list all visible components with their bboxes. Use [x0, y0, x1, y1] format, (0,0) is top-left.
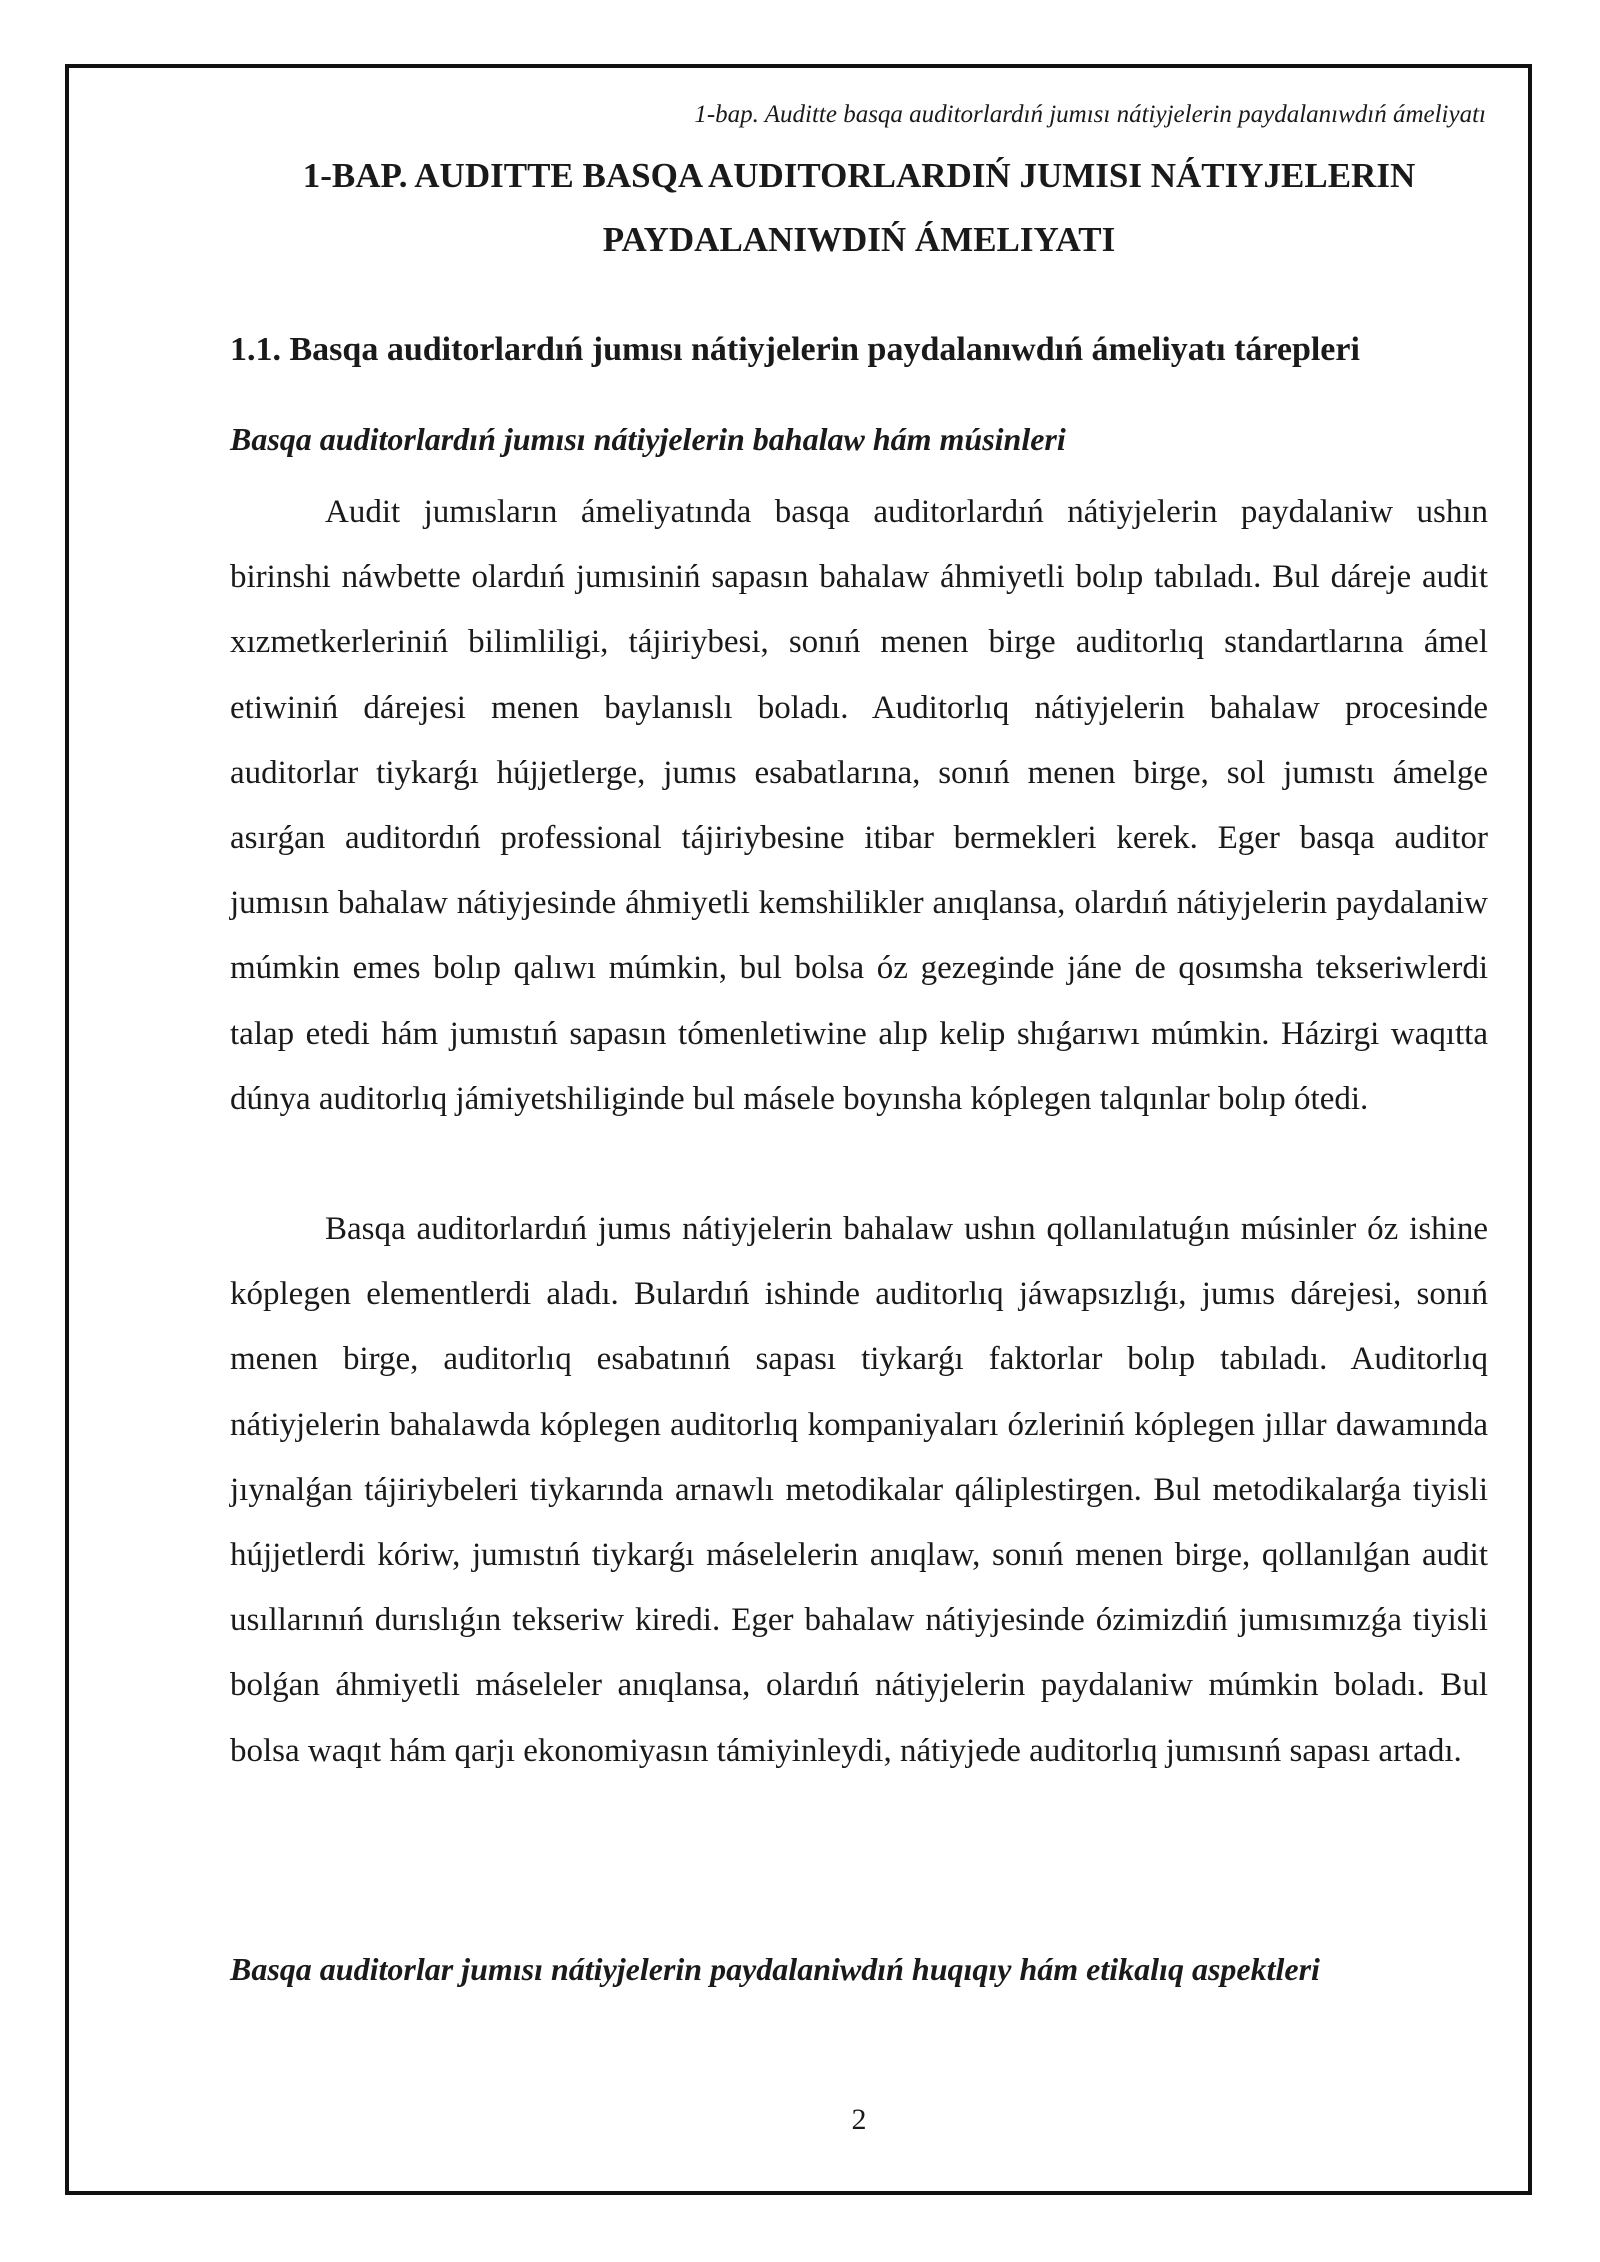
- chapter-title: [230, 144, 1488, 272]
- subheading-legal-ethical-aspects: Basqa auditorlar jumısı nátiyjelerin paydalaniwdıń huqıqıy hám etikalıq aspektleri: [230, 1951, 1320, 1987]
- subheading-evaluation-models: Basqa auditorlardıń jumısı nátiyjelerin bahalaw hám músinleri: [230, 421, 1066, 457]
- page-number: 2: [851, 2103, 867, 2136]
- body-paragraph: Basqa auditorlardıń jumıs nátiyjelerin bahalaw ushın qollanılatuǵın músinler óz ishine kóplegen elementlerdi aladı. Bulardıń ishinde auditorlıq jáwapsızlıǵı, jumıs dárejesi, sonıń menen birge, auditorlıq esabatınıń sapası tiykarǵı faktorlar bolıp tabıladı. Auditorlıq nátiyjelerin bahalawda kóplegen auditorlıq kompaniyaları ózleriniń kóplegen jıllar dawamında jıynalǵan tájiriybeleri tiykarında arnawlı metodikalar qáliplestirgen. Bul metodikalarǵa tiyisli hújjetlerdi kóriw, jumıstıń tiykarǵı máselelerin anıqlaw, sonıń menen birge, qollanılǵan audit usıllarınıń durıslıǵın tekseriw kiredi. Eger bahalaw nátiyjesinde ózimizdiń jumısımızǵa tiyisli bolǵan áhmiyetli máseleler anıqlansa, olardıń nátiyjelerin paydalaniw múmkin boladı. Bul bolsa waqıt hám qarjı ekonomiyasın támiyinleydi, nátiyjede auditorlıq jumısınń sapası artadı.: [230, 1211, 1488, 1769]
- running-header: 1-bap. Auditte basqa auditorlardıń jumısı nátiyjelerin paydalanıwdıń ámeliyatı: [694, 101, 1486, 128]
- chapter-title-line-1: 1-BAP. AUDITTE BASQA AUDITORLARDIŃ JUMISI NÁTIYJELERIN: [302, 156, 1416, 195]
- chapter-title-line-2: PAYDALANIWDIŃ ÁMELIYATI: [602, 220, 1116, 259]
- body-paragraph: Audit jumısların ámeliyatında basqa auditorlardıń nátiyjelerin paydalaniw ushın birinshi náwbette olardıń jumısiniń sapasın bahalaw áhmiyetli bolıp tabıladı. Bul dáreje audit xızmetkerleriniń bilimliligi, tájiriybesi, sonıń menen birge auditorlıq standartlarına ámel etiwiniń dárejesi menen baylanıslı boladı. Auditorlıq nátiyjelerin bahalaw procesinde auditorlar tiykarǵı hújjetlerge, jumıs esabatlarına, sonıń menen birge, sol jumıstı ámelge asırǵan auditordıń professional tájiriybesine itibar bermekleri kerek. Eger basqa auditor jumısın bahalaw nátiyjesinde áhmiyetli kemshilikler anıqlansa, olardıń nátiyjelerin paydalaniw múmkin emes bolıp qalıwı múmkin, bul bolsa óz gezeginde jáne de qosımsha tekseriwlerdi talap etedi hám jumıstıń sapasın tómenletiwine alıp kelip shıǵarıwı múmkin. Házirgi waqıtta dúnya auditorlıq jámiyetshiliginde bul másele boyınsha kóplegen talqınlar bolıp ótedi.: [230, 494, 1488, 1117]
- section-title: 1.1. Basqa auditorlardıń jumısı nátiyjelerin paydalanıwdıń ámeliyatı tárepleri: [230, 331, 1360, 368]
